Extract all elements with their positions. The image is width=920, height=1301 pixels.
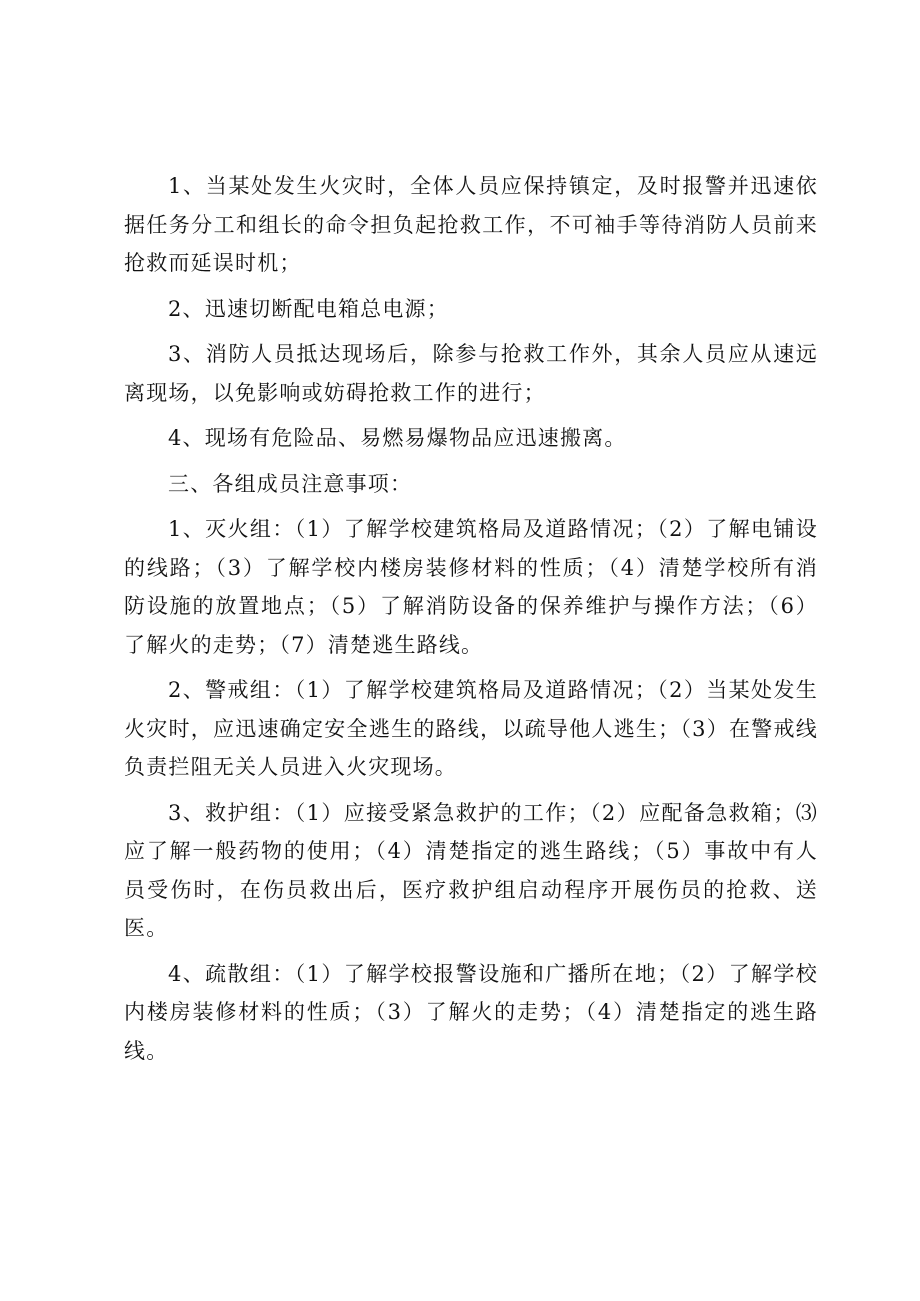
paragraph-rescue-group: 3、救护组：（1）应接受紧急救护的工作；（2）应配备急救箱；⑶应了解一般药物的使用；（4）清楚指定的逃生路线；（5）事故中有人员受伤时，在伤员救出后，医疗救护组启动程序开展伤员的抢救、送医。 — [124, 800, 818, 940]
document-body — [124, 167, 818, 1077]
paragraph-cut-power: 2、迅速切断配电箱总电源； — [168, 296, 449, 321]
paragraph-firefighting-group: 1、灭火组：（1）了解学校建筑格局及道路情况；（2）了解电铺设的线路；（3）了解学校内楼房装修材料的性质；（4）清楚学校所有消防设施的放置地点；（5）了解消防设备的保养维护与操作方法；（6）了解火的走势；（7）清楚逃生路线。 — [124, 517, 818, 657]
paragraph-fire-response: 1、当某处发生火灾时，全体人员应保持镇定，及时报警并迅速依据任务分工和组长的命令担负起抢救工作，不可袖手等待消防人员前来抢救而延误时机； — [124, 174, 818, 275]
section-heading-group-notes: 三、各组成员注意事项： — [168, 471, 413, 496]
paragraph-guard-group: 2、警戒组：（1）了解学校建筑格局及道路情况；（2）当某处发生火灾时，应迅速确定安全逃生的路线，以疏导他人逃生；（3）在警戒线负责拦阻无关人员进入火灾现场。 — [124, 678, 818, 779]
paragraph-remove-hazards: 4、现场有危险品、易燃易爆物品应迅速搬离。 — [168, 426, 627, 450]
paragraph-leave-scene: 3、消防人员抵达现场后，除参与抢救工作外，其余人员应从速远离现场，以免影响或妨碍抢救工作的进行； — [124, 342, 818, 405]
paragraph-evacuation-group: 4、疏散组：（1）了解学校报警设施和广播所在地；（2）了解学校内楼房装修材料的性质；（3）了解火的走势；（4）清楚指定的逃生路线。 — [124, 961, 818, 1063]
